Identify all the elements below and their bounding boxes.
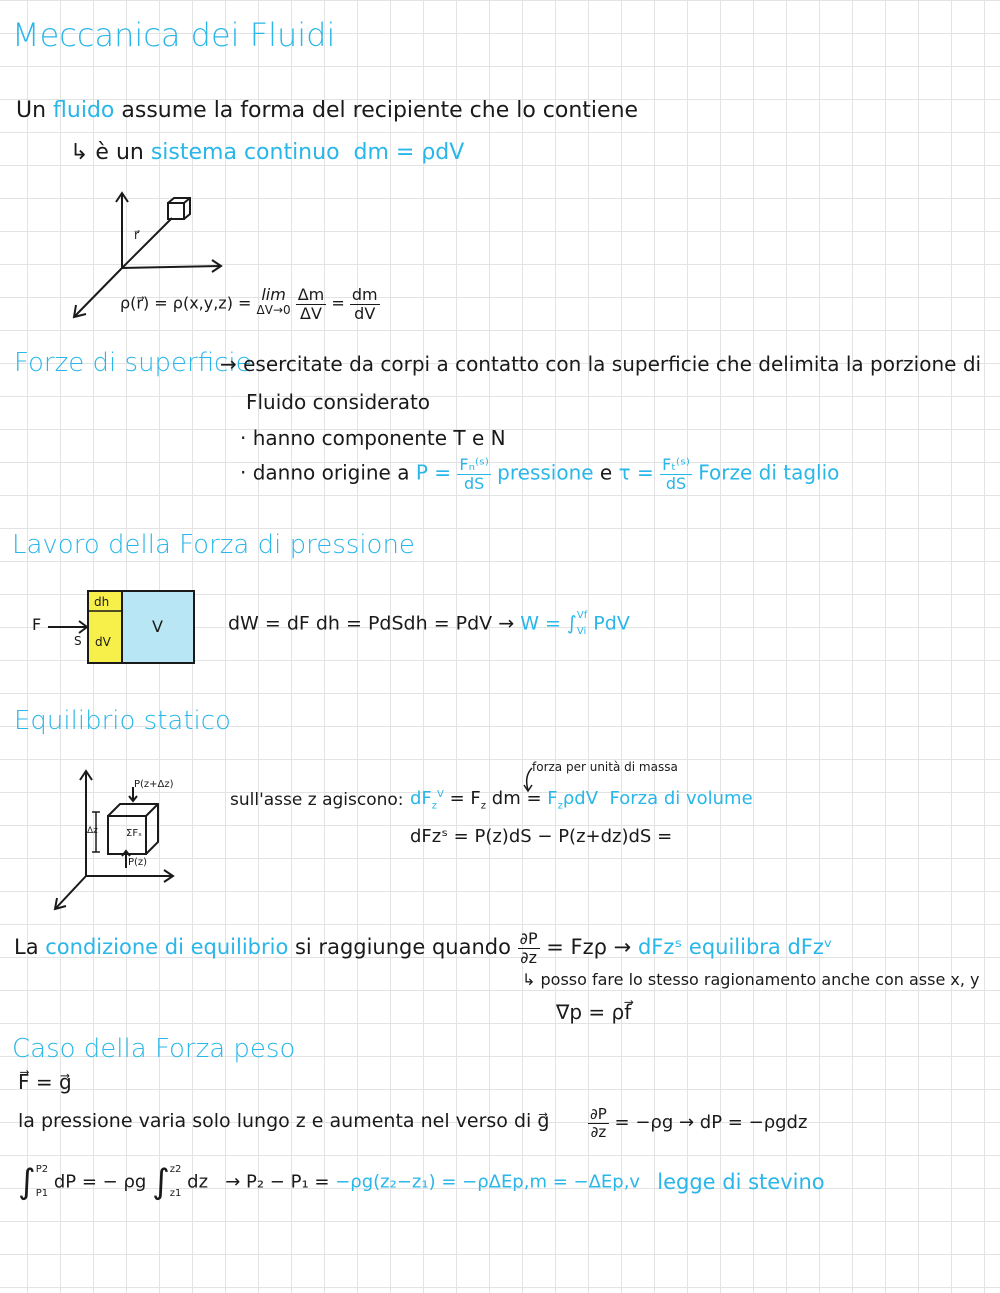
equals: = — [331, 293, 345, 313]
integral-p-limits — [36, 1158, 48, 1206]
integral-p-body: dP = − ρg — [53, 1171, 147, 1193]
stevino-law-label: legge di stevino — [657, 1170, 825, 1194]
intro-text-2: assume la forma del recipiente che lo contiene — [121, 98, 639, 123]
surface-forces-bullet-2: · hanno componente T e N — [240, 426, 506, 450]
dp-dz-fraction — [518, 930, 540, 966]
fluido-keyword: fluido — [53, 98, 115, 123]
continuous-system-keyword: sistema continuo — [150, 140, 340, 165]
integral-z-body: dz — [187, 1171, 209, 1193]
position-vector-label: r⃗ — [134, 228, 139, 242]
tau-den: dS — [665, 473, 687, 493]
stevino-arrow: → P₂ − P₁ = — [225, 1171, 330, 1193]
z1-limit: z1 — [169, 1188, 182, 1199]
dm: dm — [351, 285, 378, 304]
work-eq: dW = dF dh = PdSdh = PdV → — [228, 612, 515, 635]
dv: dV — [354, 303, 376, 323]
delta-m: Δm — [297, 285, 325, 304]
work-heading: Lavoro della Forza di pressione — [12, 530, 415, 560]
dfz-sub: z — [431, 800, 438, 812]
density-lhs: ρ(r⃗) = ρ(x,y,z) = — [120, 293, 252, 313]
volume-force-label: Forza di volume — [609, 788, 753, 809]
stevino-result: −ρg(z₂−z₁) = −ρΔEp,m = −ΔEp,v — [335, 1171, 641, 1193]
cond-balance: dFzˢ equilibra dFzᵛ — [637, 935, 833, 960]
pressure-varies-text: la pressione varia solo lungo z e aumenta nel verso di g⃗ — [18, 1110, 550, 1132]
dz-weight: ∂z — [590, 1122, 607, 1141]
pressure-bottom-label: P(z) — [128, 857, 148, 868]
mass-force-note: forza per unità di massa — [532, 760, 678, 774]
pressure-top-label: P(z+Δz) — [134, 779, 174, 790]
weight-force-heading: Caso della Forza peso — [12, 1034, 296, 1064]
lim-subscript: ΔV→0 — [256, 302, 291, 317]
volume-force-eq — [410, 788, 753, 812]
dv-label: dV — [95, 635, 111, 649]
z2-limit: z2 — [169, 1164, 182, 1175]
fs-label: ΣFₛ — [126, 828, 142, 839]
cond-la: La — [14, 935, 39, 960]
fz-sub: z — [480, 800, 487, 812]
surface-forces-bullet-1: → esercitate da corpi a contatto con la superficie che delimita la porzione di — [220, 352, 982, 376]
condition-keyword: condizione di equilibrio — [45, 935, 289, 960]
work-integrand: PdV — [593, 612, 630, 635]
pressure-label: pressione — [497, 460, 594, 485]
static-equilibrium-heading: Equilibrio statico — [14, 706, 231, 736]
eq1-rho: ρdV — [562, 788, 599, 809]
shear-forces-label: Forze di taglio — [698, 460, 840, 485]
eq1-dm: dm = — [491, 788, 542, 809]
dfz-sup: V — [437, 789, 444, 800]
volume-label: V — [152, 617, 163, 636]
page-title: Meccanica dei Fluidi — [12, 16, 336, 54]
delta-v: ΔV — [300, 303, 322, 323]
surface-forces-bullet-1b: Fluido considerato — [246, 390, 431, 414]
f-equals-g: F⃗ = g⃗ — [18, 1070, 72, 1094]
intro-text: Un — [16, 98, 47, 123]
dp-dz-weight — [588, 1106, 609, 1140]
integral-p: ∫ — [18, 1162, 36, 1202]
gradient-eq: ∇p = ρf⃗ — [556, 1000, 632, 1024]
integral-z-limits — [170, 1158, 182, 1206]
dp-weight: ∂P — [590, 1105, 607, 1123]
dz-label: Δz — [87, 826, 98, 836]
work-integral: W = ∫ — [520, 612, 577, 635]
dfz: dF — [410, 788, 432, 809]
eq1-mid: = F — [449, 788, 481, 809]
pressure-den: dS — [463, 473, 485, 493]
dz: ∂z — [520, 947, 537, 967]
dm-formula: dm = ρdV — [353, 140, 465, 165]
f-sub: z — [557, 800, 563, 812]
integral-z: ∫ — [152, 1162, 170, 1202]
surface-label: S — [74, 634, 82, 648]
pressure-derivative-eq — [588, 1106, 807, 1140]
limit-top: Vf — [576, 610, 588, 621]
same-reasoning-note: ↳ posso fare lo stesso ragionamento anche con asse x, y — [522, 970, 980, 989]
dp: ∂P — [519, 929, 538, 948]
equilibrium-condition — [14, 930, 833, 966]
tau-num: Fₜ⁽ˢ⁾ — [662, 455, 690, 474]
lim-text: lim — [261, 285, 286, 304]
surface-forces-heading: Forze di superficie — [14, 348, 252, 378]
cond-eq: = Fzρ → — [546, 935, 632, 960]
z-axis-text: sull'asse z agiscono: — [230, 790, 404, 810]
p2-limit: P2 — [35, 1164, 49, 1175]
pressure-num: Fₙ⁽ˢ⁾ — [459, 455, 489, 474]
intro-text-3: ↳ è un — [70, 140, 144, 165]
cond-text: si raggiunge quando — [294, 935, 511, 960]
pressure-lhs: P = — [415, 460, 452, 485]
limit-bottom: Vi — [576, 626, 587, 637]
p1-limit: P1 — [35, 1188, 49, 1199]
eq1-f: F — [547, 788, 558, 809]
origin-text: · danno origine a — [240, 460, 410, 485]
weight-eq: = −ρg → dP = −ρgdz — [614, 1112, 808, 1133]
force-label: F — [32, 615, 42, 634]
tau-lhs: τ = — [618, 460, 654, 485]
surface-force-eq: dFzˢ = P(z)dS − P(z+dz)dS = — [410, 826, 673, 847]
stevino-integral — [18, 1158, 825, 1206]
and-text: e — [599, 460, 613, 485]
dh-label: dh — [94, 595, 110, 609]
